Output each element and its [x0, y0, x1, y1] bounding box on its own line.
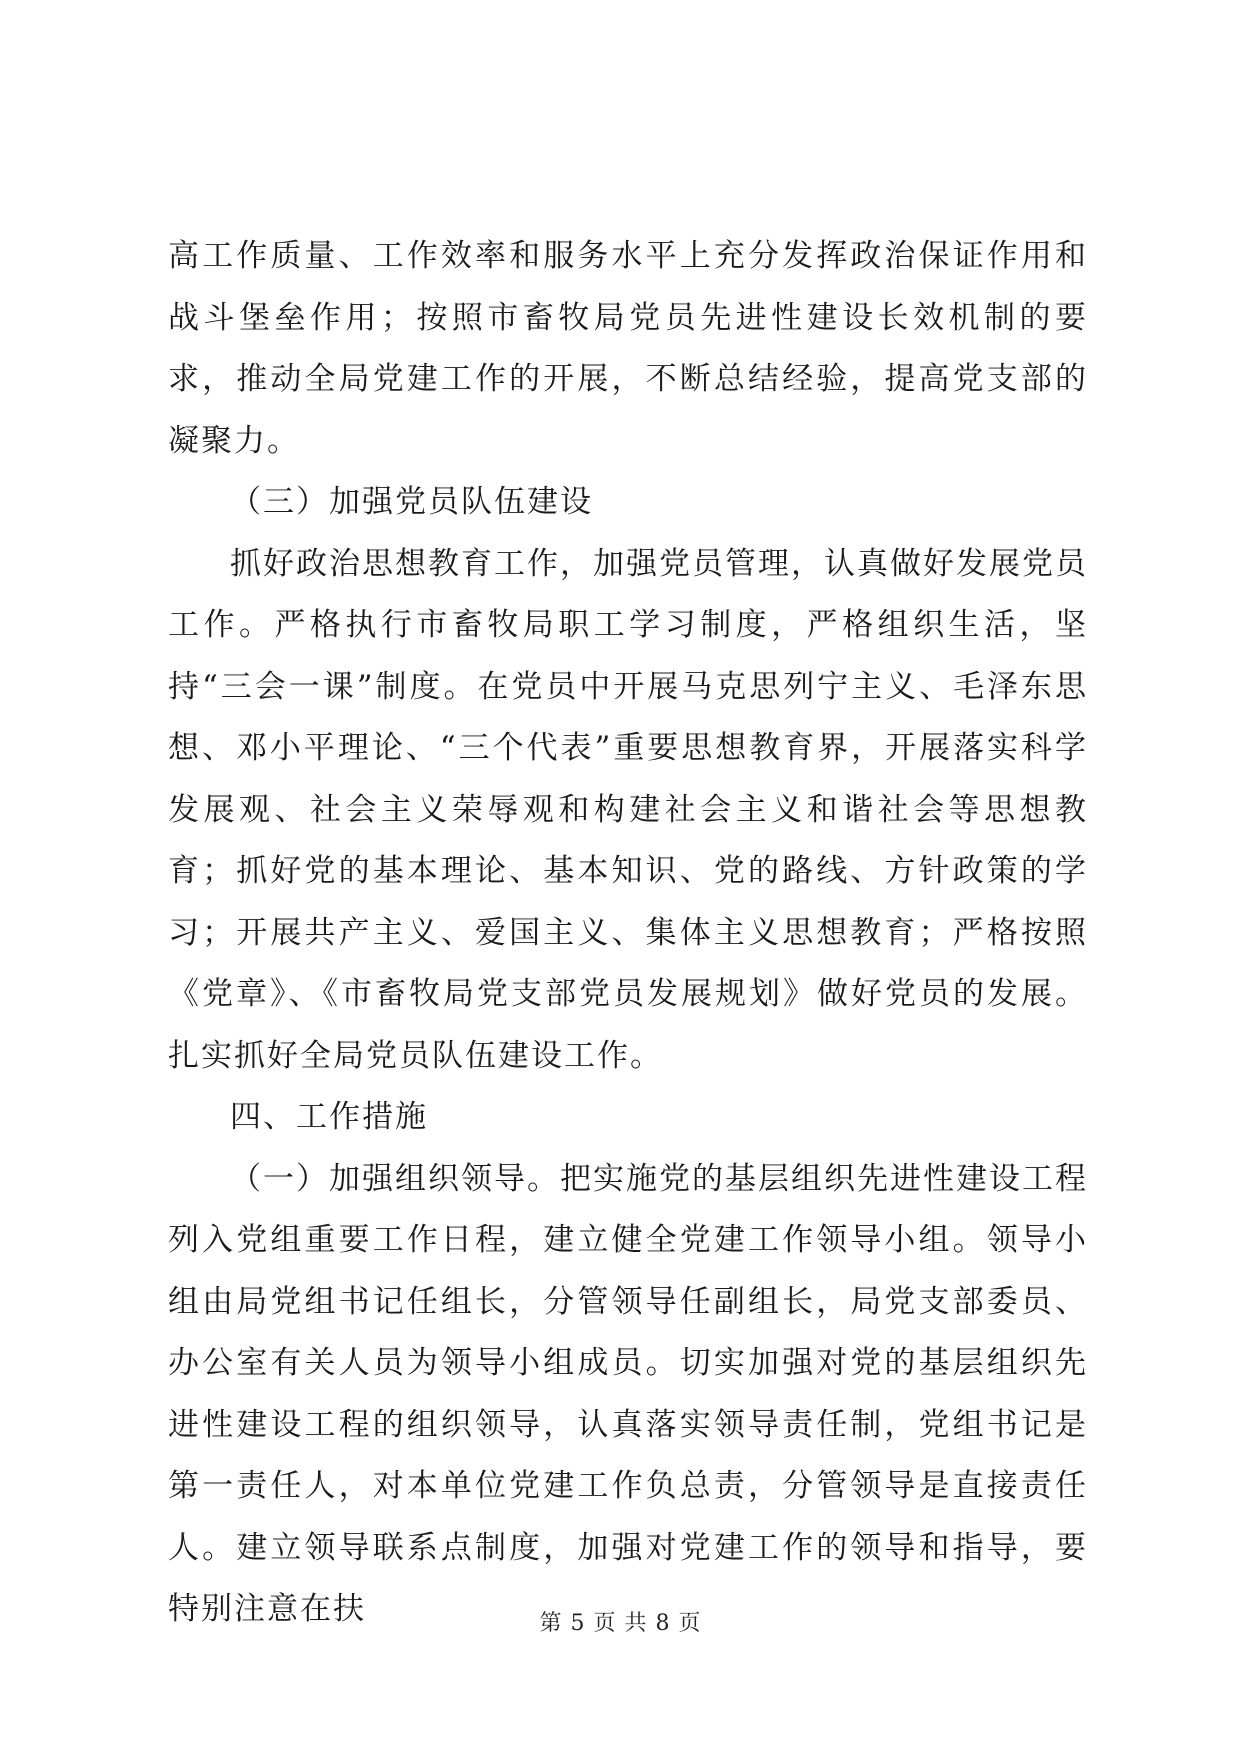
paragraph-organization-leadership: （一）加强组织领导。把实施党的基层组织先进性建设工程列入党组重要工作日程，建立健全党建工作领导小组。领导小组由局党组书记任组长，分管领导任副组长，局党支部委员、办公室有关人员为领导小组成员。切实加强对党的基层组织先进性建设工程的组织领导，认真落实领导责任制，党组书记是第一责任人，对本单位党建工作负总责，分管领导是直接责任人。建立领导联系点制度，加强对党建工作的领导和指导，要特别注意在扶	[168, 1160, 1088, 1627]
document-body	[168, 226, 1088, 1641]
section-heading-work-measures: 四、工作措施	[230, 1099, 428, 1135]
paragraph-political-education: 抓好政治思想教育工作，加强党员管理，认真做好发展党员工作。严格执行市畜牧局职工学习制度，严格组织生活，坚持“三会一课”制度。在党员中开展马克思列宁主义、毛泽东思想、邓小平理论、“三个代表”重要思想教育界，开展落实科学发展观、社会主义荣辱观和构建社会主义和谐社会等思想教育；抓好党的基本理论、基本知识、党的路线、方针政策的学习；开展共产主义、爱国主义、集体主义思想教育；严格按照《党章》、《市畜牧局党支部党员发展规划》做好党员的发展。扎实抓好全局党员队伍建设工作。	[168, 545, 1088, 1074]
section-heading-strengthen-party-members: （三）加强党员队伍建设	[230, 484, 593, 520]
page-number-footer: 第 5 页 共 8 页	[539, 1611, 702, 1636]
paragraph-continuation: 高工作质量、工作效率和服务水平上充分发挥政治保证作用和战斗堡垒作用；按照市畜牧局党员先进性建设长效机制的要求，推动全局党建工作的开展，不断总结经验，提高党支部的凝聚力。	[168, 238, 1088, 459]
